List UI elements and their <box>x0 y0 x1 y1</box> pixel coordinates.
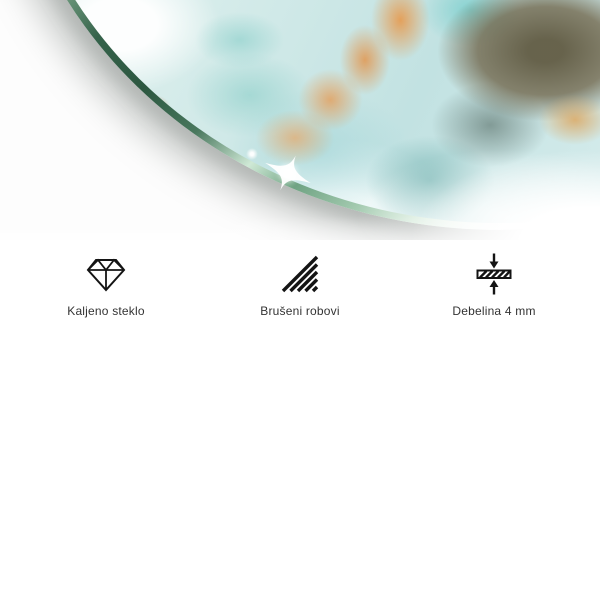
feature-label: Kaljeno steklo <box>67 303 145 318</box>
small-glint <box>246 148 258 160</box>
product-image <box>0 0 600 240</box>
feature-polished-edges <box>203 250 397 318</box>
feature-label: Debelina 4 mm <box>452 303 536 318</box>
diamond-icon <box>9 250 203 298</box>
feature-label: Brušeni robovi <box>260 303 340 318</box>
feature-tempered-glass <box>9 250 203 318</box>
polished-edges-icon <box>203 250 397 298</box>
thickness-icon <box>397 250 591 298</box>
feature-thickness <box>397 250 591 318</box>
